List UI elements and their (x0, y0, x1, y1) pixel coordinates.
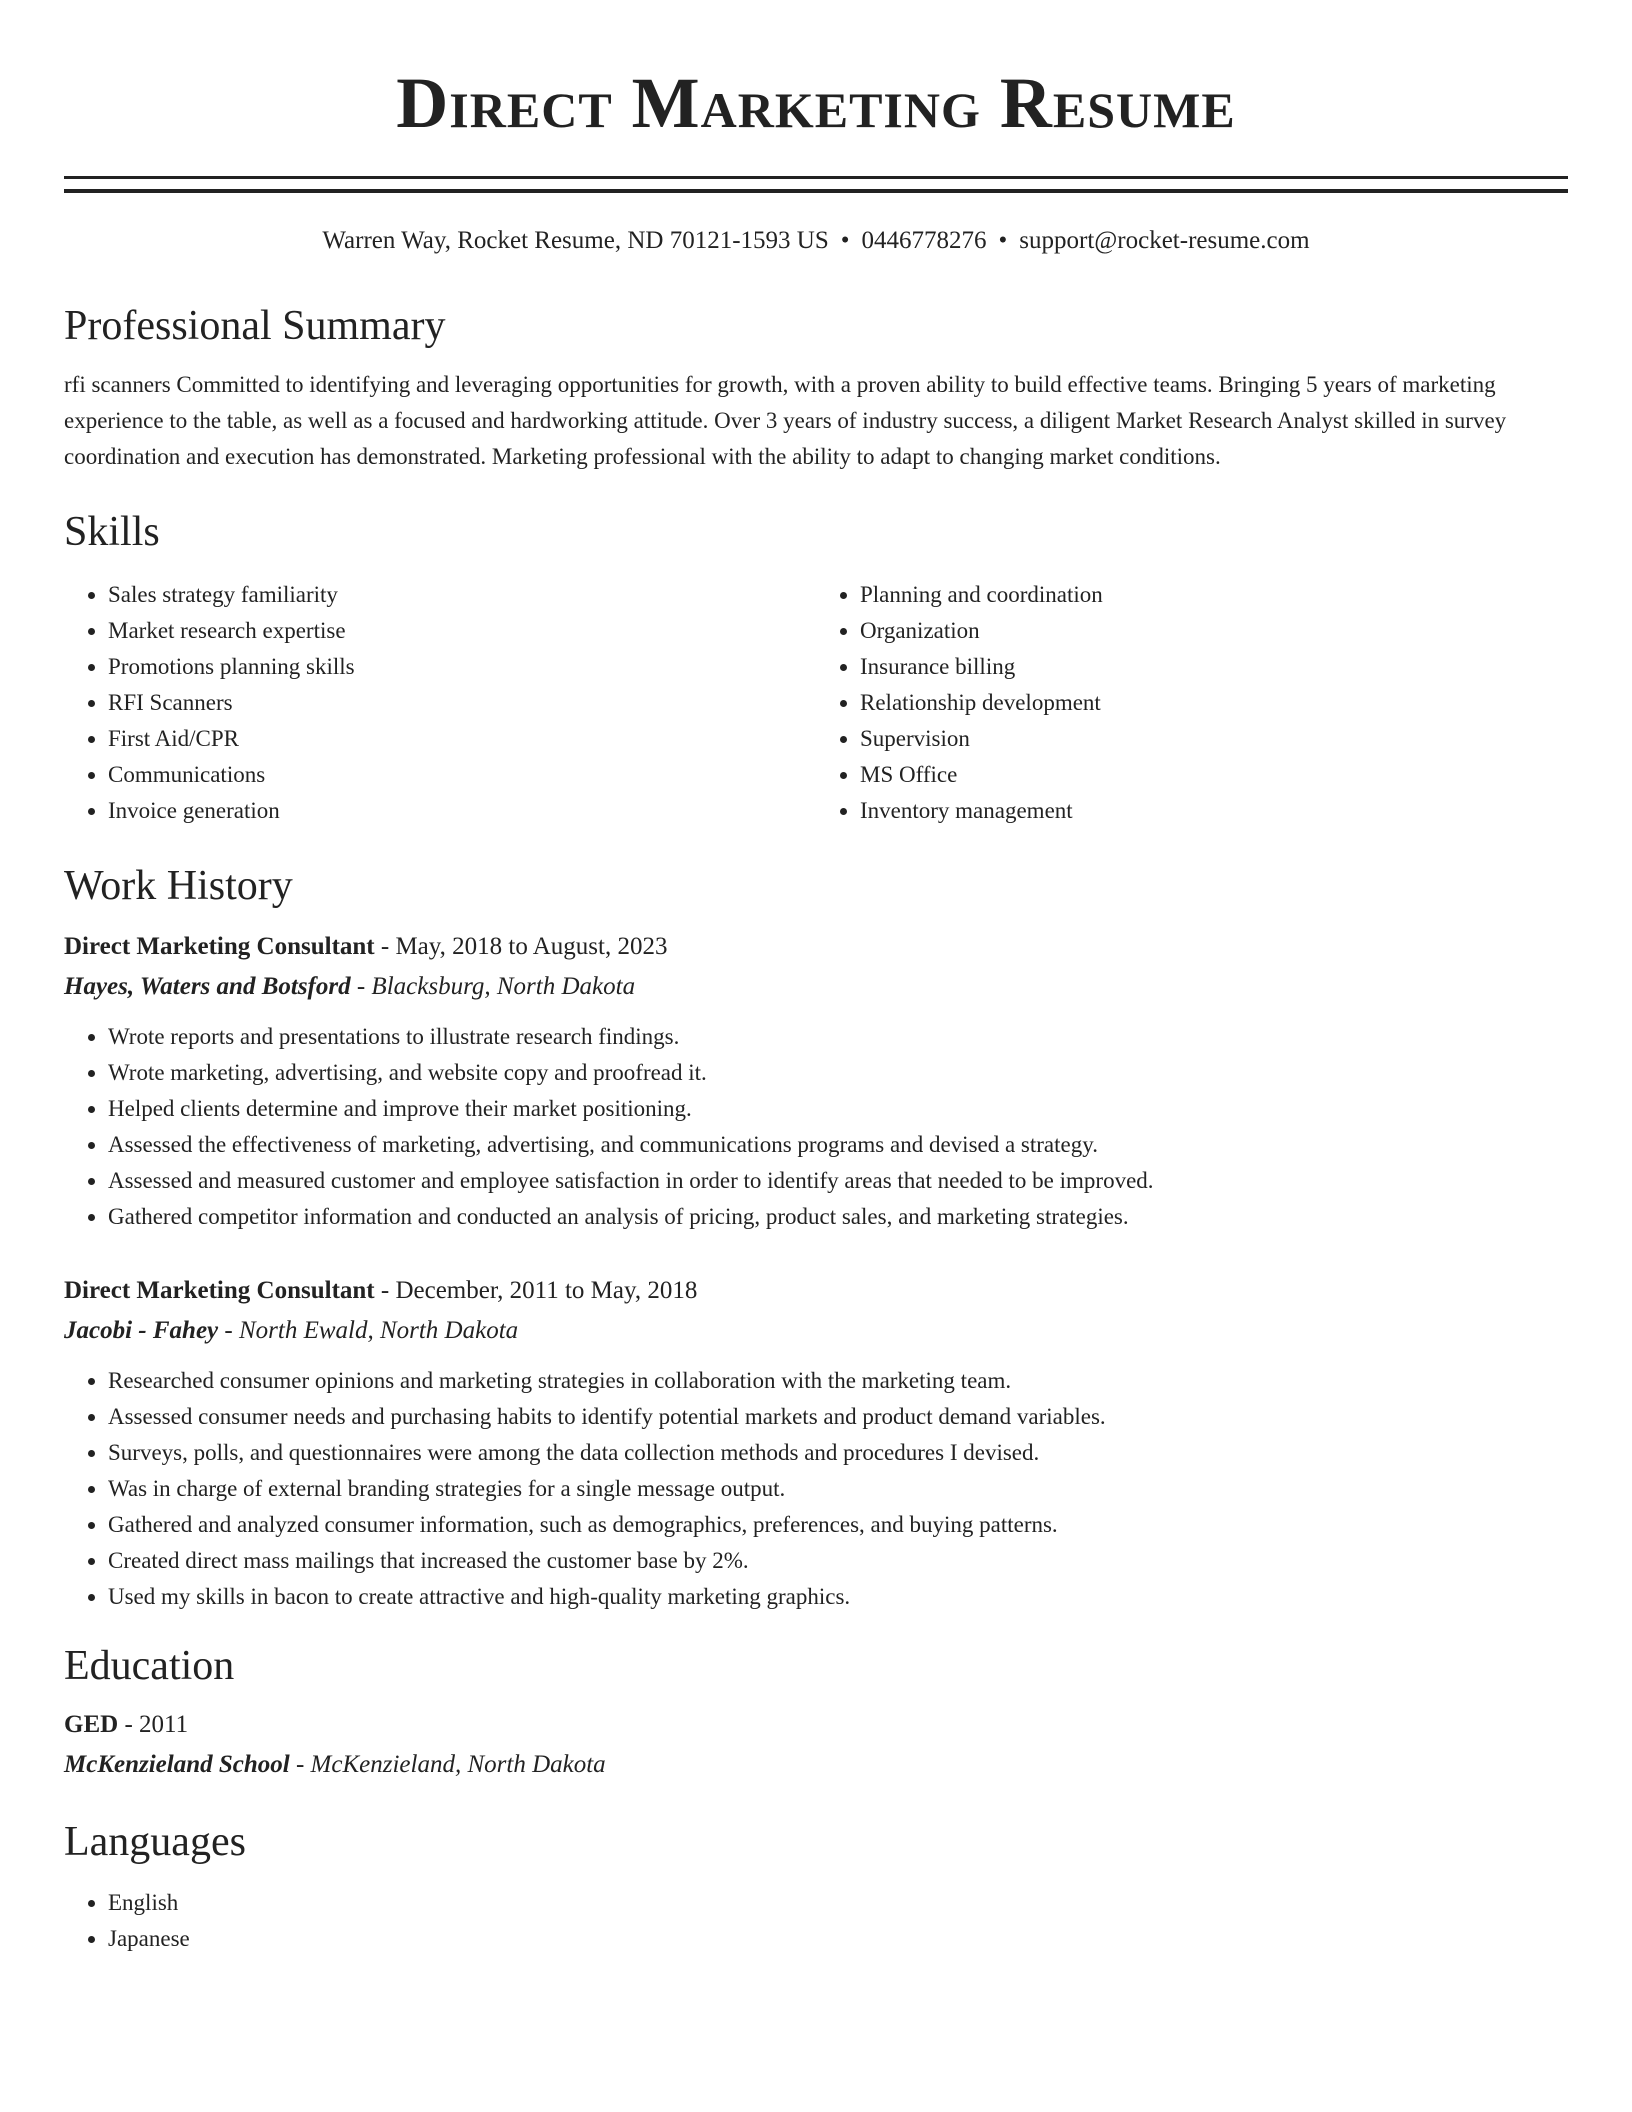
school-name: McKenzieland School (64, 1751, 290, 1778)
job-bullet: • Was in charge of external branding strategies for a single message output. (108, 1471, 1568, 1507)
contact-address: Warren Way, Rocket Resume, ND 70121-1593 US (322, 227, 829, 254)
skill-item: • Invoice generation (108, 793, 816, 829)
skill-item: • Insurance billing (860, 649, 1568, 685)
job-bullet: • Created direct mass mailings that increased the customer base by 2%. (108, 1543, 1568, 1579)
language-item: • Japanese (108, 1921, 1568, 1957)
skill-item: • Promotions planning skills (108, 649, 816, 685)
contact-separator: • (840, 227, 850, 254)
skills-list (64, 577, 1568, 829)
skill-item: • Market research expertise (108, 613, 816, 649)
skill-item: • Sales strategy familiarity (108, 577, 816, 613)
contact-email: support@rocket-resume.com (1019, 227, 1310, 254)
contact-line (64, 223, 1568, 259)
job-bullet: • Researched consumer opinions and marketing strategies in collaboration with the marketing team. (108, 1363, 1568, 1399)
contact-separator: • (998, 227, 1008, 254)
resume-title: Direct Marketing Resume (396, 63, 1236, 143)
skill-item: • Planning and coordination (860, 577, 1568, 613)
job-dates: - May, 2018 to August, 2023 (374, 933, 668, 960)
job-bullet: • Surveys, polls, and questionnaires were among the data collection methods and procedures I devised. (108, 1435, 1568, 1471)
languages-heading: Languages (64, 1819, 246, 1865)
title-divider (64, 176, 1568, 193)
skill-item: • Organization (860, 613, 1568, 649)
skill-item: • Communications (108, 757, 816, 793)
job-bullet: • Assessed the effectiveness of marketing, advertising, and communications programs and devised a strategy. (108, 1127, 1568, 1163)
school-location: - McKenzieland, North Dakota (289, 1751, 606, 1778)
job-bullet: • Wrote reports and presentations to illustrate research findings. (108, 1019, 1568, 1055)
job-location: - North Ewald, North Dakota (218, 1317, 519, 1344)
job-bullet: • Used my skills in bacon to create attractive and high-quality marketing graphics. (108, 1579, 1568, 1615)
skill-item: • First Aid/CPR (108, 721, 816, 757)
skill-item: • Supervision (860, 721, 1568, 757)
language-item: • English (108, 1885, 1568, 1921)
summary-heading: Professional Summary (64, 303, 446, 349)
job-title: Direct Marketing Consultant (64, 933, 375, 960)
languages-list (64, 1885, 1568, 1957)
languages-bullets (64, 1885, 1568, 1957)
job-title-line (64, 1271, 1568, 1311)
skill-item: • Relationship development (860, 685, 1568, 721)
education-heading: Education (64, 1643, 235, 1689)
job-title: Direct Marketing Consultant (64, 1277, 375, 1304)
school-line (64, 1745, 1568, 1785)
job-bullet: • Gathered competitor information and conducted an analysis of pricing, product sales, and marketing strategies. (108, 1199, 1568, 1235)
degree-line (64, 1705, 1568, 1745)
job-company-line (64, 967, 1568, 1007)
job-title-line (64, 927, 1568, 967)
skills-heading: Skills (64, 509, 160, 555)
skills-column-right (816, 577, 1568, 829)
skill-item: • MS Office (860, 757, 1568, 793)
job-bullet: • Wrote marketing, advertising, and website copy and proofread it. (108, 1055, 1568, 1091)
job-entry (64, 927, 1568, 1235)
degree-year: - 2011 (118, 1711, 189, 1738)
job-bullet: • Assessed and measured customer and employee satisfaction in order to identify areas that needed to be improved. (108, 1163, 1568, 1199)
job-bullet: • Helped clients determine and improve their market positioning. (108, 1091, 1568, 1127)
job-bullet: • Assessed consumer needs and purchasing habits to identify potential markets and product demand variables. (108, 1399, 1568, 1435)
work-history-heading: Work History (64, 863, 293, 909)
job-company: Hayes, Waters and Botsford (64, 973, 351, 1000)
skill-item: • RFI Scanners (108, 685, 816, 721)
education-entry (64, 1705, 1568, 1785)
job-company-line (64, 1311, 1568, 1351)
skills-column-left (64, 577, 816, 829)
job-location: - Blacksburg, North Dakota (350, 973, 636, 1000)
job-bullet: • Gathered and analyzed consumer information, such as demographics, preferences, and buying patterns. (108, 1507, 1568, 1543)
job-company: Jacobi - Fahey (64, 1317, 219, 1344)
skill-item: • Inventory management (860, 793, 1568, 829)
job-bullets (64, 1363, 1568, 1615)
contact-phone: 0446778276 (861, 227, 987, 254)
summary-text: rfi scanners Committed to identifying and leveraging opportunities for growth, with a proven ability to build effective teams. Bringing 5 years of marketing experience to the table, as well as a focused and hardworking attitude. Over 3 years of industry success, a diligent Market Research Analyst skilled in survey coordination and execution has demonstrated. Marketing professional with the ability to adapt to changing market conditions. (64, 372, 1507, 469)
degree: GED (64, 1711, 119, 1738)
job-dates: - December, 2011 to May, 2018 (374, 1277, 698, 1304)
job-bullets (64, 1019, 1568, 1235)
job-entry (64, 1271, 1568, 1615)
